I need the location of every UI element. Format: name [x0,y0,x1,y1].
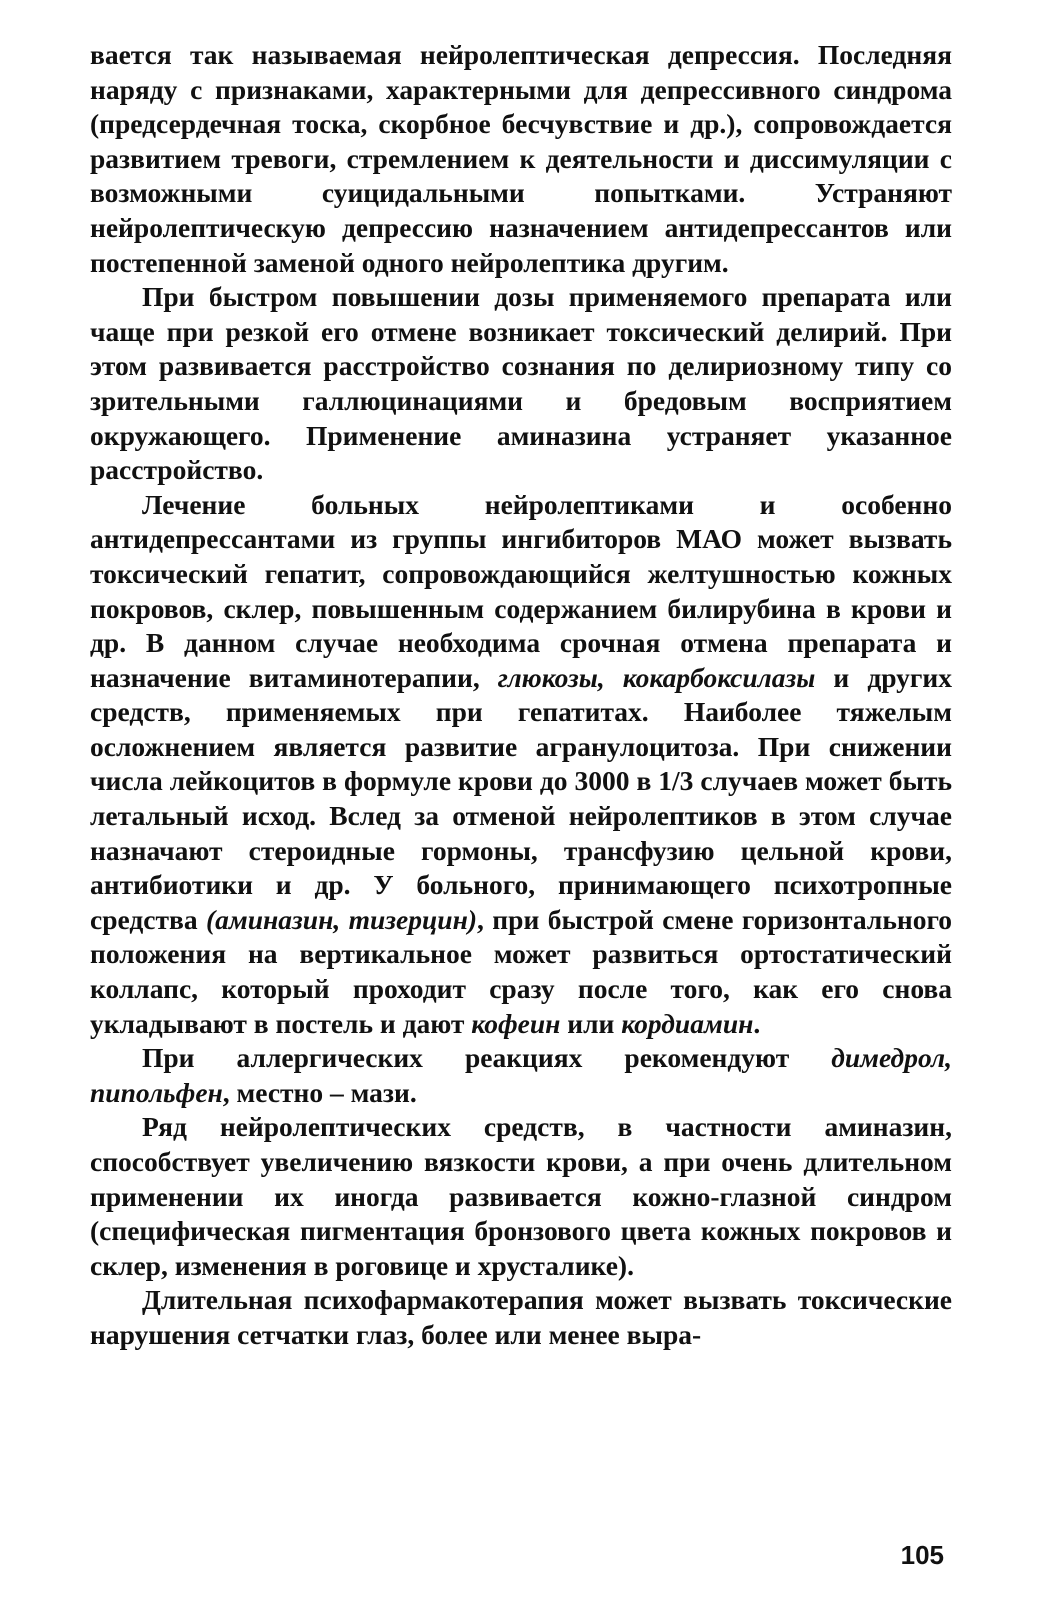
paragraph [90,1283,952,1352]
paragraph [90,488,952,1042]
paragraph-text: , при быстрой смене горизонтального положения на вертикальное может развиться ортостатический коллапс, который проходит сразу после того, как его снова укладывают в постель и дают [90,903,953,1039]
paragraph-text: вается так называемая нейролептическая депрессия. Последняя наряду с признаками, характерными для депрессивного синдрома (предсердечная тоска, скорбное бесчувствие и др.), сопровождается развитием тревоги, стремлением к деятельности и диссимуляции с возможными суицидальными попытками. Устраняют нейролептическую депрессию назначением антидепрессантов или постепенной заменой одного нейролептика другим. [90,39,952,278]
paragraph [90,1110,952,1283]
paragraph [90,1041,952,1110]
paragraph-text: или [560,1007,622,1039]
paragraph-text: Длительная психофармакотерапия может вызвать токсические нарушения сетчатки глаз, более или менее выра- [90,1284,952,1350]
page-number: 105 [900,1540,944,1570]
paragraph-text: Ряд нейролептических средств, в частности аминазин, способствует увеличению вязкости крови, а при очень длительном применении их иногда развивается кожно-глазной синдром (специфическая пигментация бронзового цвета кожных покровов и склер, изменения в роговице и хрусталике). [90,1111,952,1281]
paragraph-text: При аллергических реакциях рекомендуют [142,1042,832,1074]
italic-drug-name: кордиамин [621,1007,754,1039]
italic-drug-name: (аминазин, тизерцин) [205,903,478,935]
paragraph-text: При быстром повышении дозы применяемого препарата или чаще при резкой его отмене возникает токсический делирий. При этом развивается расстройство сознания по делириозному типу со зрительными галлюцинациями и бредовым восприятием окружающего. Применение аминазина устраняет указанное расстройство. [90,281,952,486]
paragraph-text: . [753,1007,761,1039]
italic-drug-name: димедрол, пипольфен [90,1042,952,1108]
page-body-text [90,38,952,1353]
italic-drug-name: глюкозы, кокарбоксилазы [497,661,816,693]
paragraph-text: Лечение больных нейролептиками и особенно антидепрессантами из группы ингибиторов МАО может вызвать токсический гепатит, сопровождающийся желтушностью кожных покровов, склер, повышенным содержанием билирубина в крови и др. В данном случае необходима срочная отмена препарата и назначение витаминотерапии, [90,488,952,693]
paragraph-text: и других средств, применяемых при гепатитах. Наиболее тяжелым осложнением является развитие агранулоцитоза. При снижении числа лейкоцитов в формуле крови до 3000 в 1/3 случаев может быть летальный исход. Вслед за отменой нейролептиков в этом случае назначают стероидные гормоны, трансфузию цельной крови, антибиотики и др. У больного, принимающего психотропные средства [90,661,952,935]
italic-drug-name: кофеин [471,1007,561,1039]
paragraph [90,280,952,488]
paragraph-text: , местно – мази. [222,1076,417,1108]
paragraph [90,38,952,280]
